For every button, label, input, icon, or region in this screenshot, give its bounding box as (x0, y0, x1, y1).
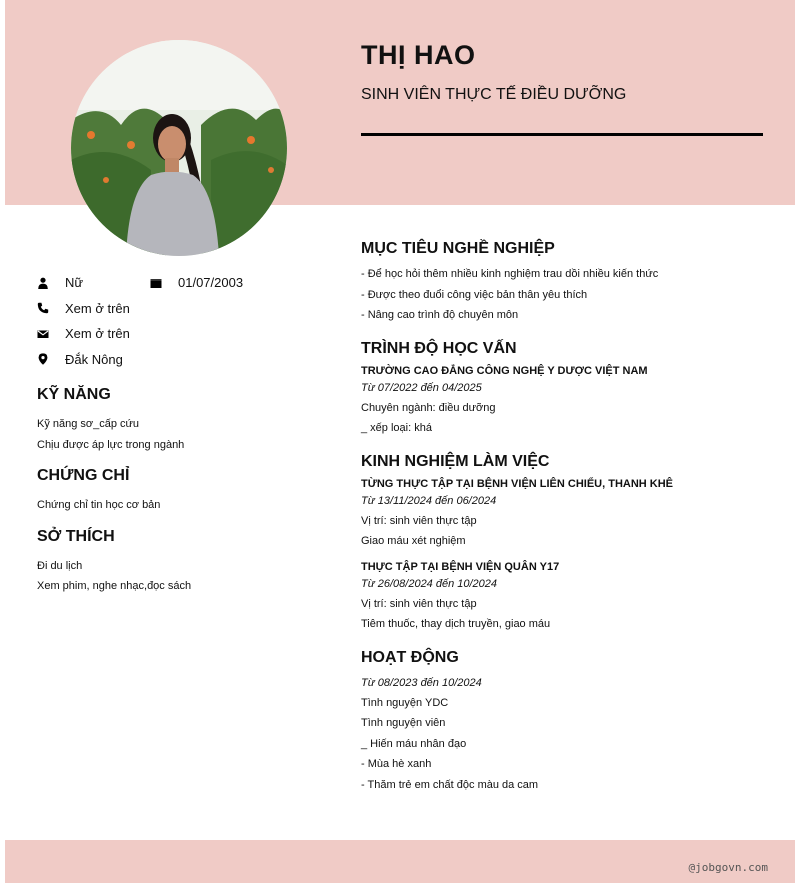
info-row-gender-birthday (37, 270, 317, 296)
objective-item: - Để học hỏi thêm nhiều kinh nghiệm trau dồi nhiều kiến thức (361, 268, 659, 280)
gender-item (37, 275, 150, 290)
skills-title: KỸ NĂNG (37, 386, 111, 403)
candidate-name: THỊ HAO (361, 40, 476, 70)
activity-line: Tình nguyện YDC (361, 696, 449, 709)
calendar-icon (150, 277, 162, 289)
experience-line: Giao máu xét nghiệm (361, 535, 466, 547)
education-line: Chuyên ngành: điều dưỡng (361, 401, 496, 414)
skill-item: Chịu được áp lực trong ngành (37, 438, 185, 451)
certificates-title: CHỨNG CHỈ (37, 467, 130, 484)
hobby-item: Đi du lịch (37, 559, 83, 572)
experience-org: THỰC TẬP TẠI BỆNH VIỆN QUÂN Y17 (361, 560, 560, 573)
phone-icon (37, 302, 49, 314)
birthday-text: 01/07/2003 (178, 275, 244, 291)
right-column (361, 240, 771, 809)
profile-photo (71, 40, 287, 256)
objective-item: - Nâng cao trình độ chuyên môn (361, 309, 519, 321)
experience-line: Vị trí: sinh viên thực tập (361, 514, 477, 527)
activity-line: _ Hiến máu nhân đạo (361, 737, 467, 750)
objective-item: - Được theo đuổi công việc bản thân yêu thích (361, 288, 588, 301)
certificate-item: Chứng chỉ tin học cơ bản (37, 499, 161, 511)
certificates-section (37, 467, 317, 516)
experience-line: Vị trí: sinh viên thực tập (361, 597, 477, 610)
education-title: TRÌNH ĐỘ HỌC VẤN (361, 339, 517, 357)
hobbies-section (37, 528, 317, 597)
education-section (361, 340, 771, 439)
experience-section (361, 453, 771, 635)
experience-period: Từ 26/08/2024 đến 10/2024 (361, 577, 498, 590)
gender-text: Nữ (65, 275, 84, 291)
skills-section (37, 386, 317, 455)
experience-org: TỪNG THỰC TẬP TẠI BỆNH VIỆN LIÊN CHIỂU, THANH KHÊ (361, 477, 674, 490)
person-icon (37, 277, 49, 289)
experience-entry (361, 560, 771, 635)
experience-entry (361, 477, 771, 552)
hobby-item: Xem phim, nghe nhạc,đọc sách (37, 580, 192, 592)
objective-title: MỤC TIÊU NGHỀ NGHIỆP (361, 240, 555, 257)
activity-line: - Mùa hè xanh (361, 758, 432, 770)
activities-section (361, 649, 771, 796)
activities-period: Từ 08/2023 đến 10/2024 (361, 676, 482, 689)
skill-item: Kỹ năng sơ_cấp cứu (37, 418, 140, 430)
header-divider (361, 133, 763, 136)
experience-title: KINH NGHIỆM LÀM VIỆC (361, 452, 550, 470)
envelope-icon (37, 328, 49, 340)
info-row-email (37, 321, 317, 347)
left-column (37, 270, 317, 597)
education-line: _ xếp loại: khá (361, 422, 432, 434)
location-pin-icon (37, 353, 49, 365)
address-text: Đắk Nông (65, 351, 123, 367)
footer-band (5, 840, 795, 883)
info-row-address (37, 347, 317, 373)
phone-text: Xem ở trên (65, 300, 130, 316)
hobbies-title: SỞ THÍCH (37, 527, 115, 545)
candidate-role: SINH VIÊN THỰC TẾ ĐIỀU DƯỠNG (361, 86, 627, 103)
activity-line: - Thăm trẻ em chất độc màu da cam (361, 778, 539, 791)
experience-period: Từ 13/11/2024 đến 06/2024 (361, 494, 497, 507)
footer-credit: @jobgovn.com (688, 861, 768, 874)
email-text: Xem ở trên (65, 326, 130, 342)
info-row-phone (37, 296, 317, 322)
activity-line: Tình nguyện viên (361, 717, 446, 729)
objective-section (361, 240, 771, 326)
school-name: TRƯỜNG CAO ĐẲNG CÔNG NGHỆ Y DƯỢC VIỆT NAM (361, 364, 648, 377)
activities-title: HOẠT ĐỘNG (361, 648, 459, 666)
education-period: Từ 07/2022 đến 04/2025 (361, 381, 482, 394)
experience-line: Tiêm thuốc, thay dịch truyền, giao máu (361, 618, 551, 630)
